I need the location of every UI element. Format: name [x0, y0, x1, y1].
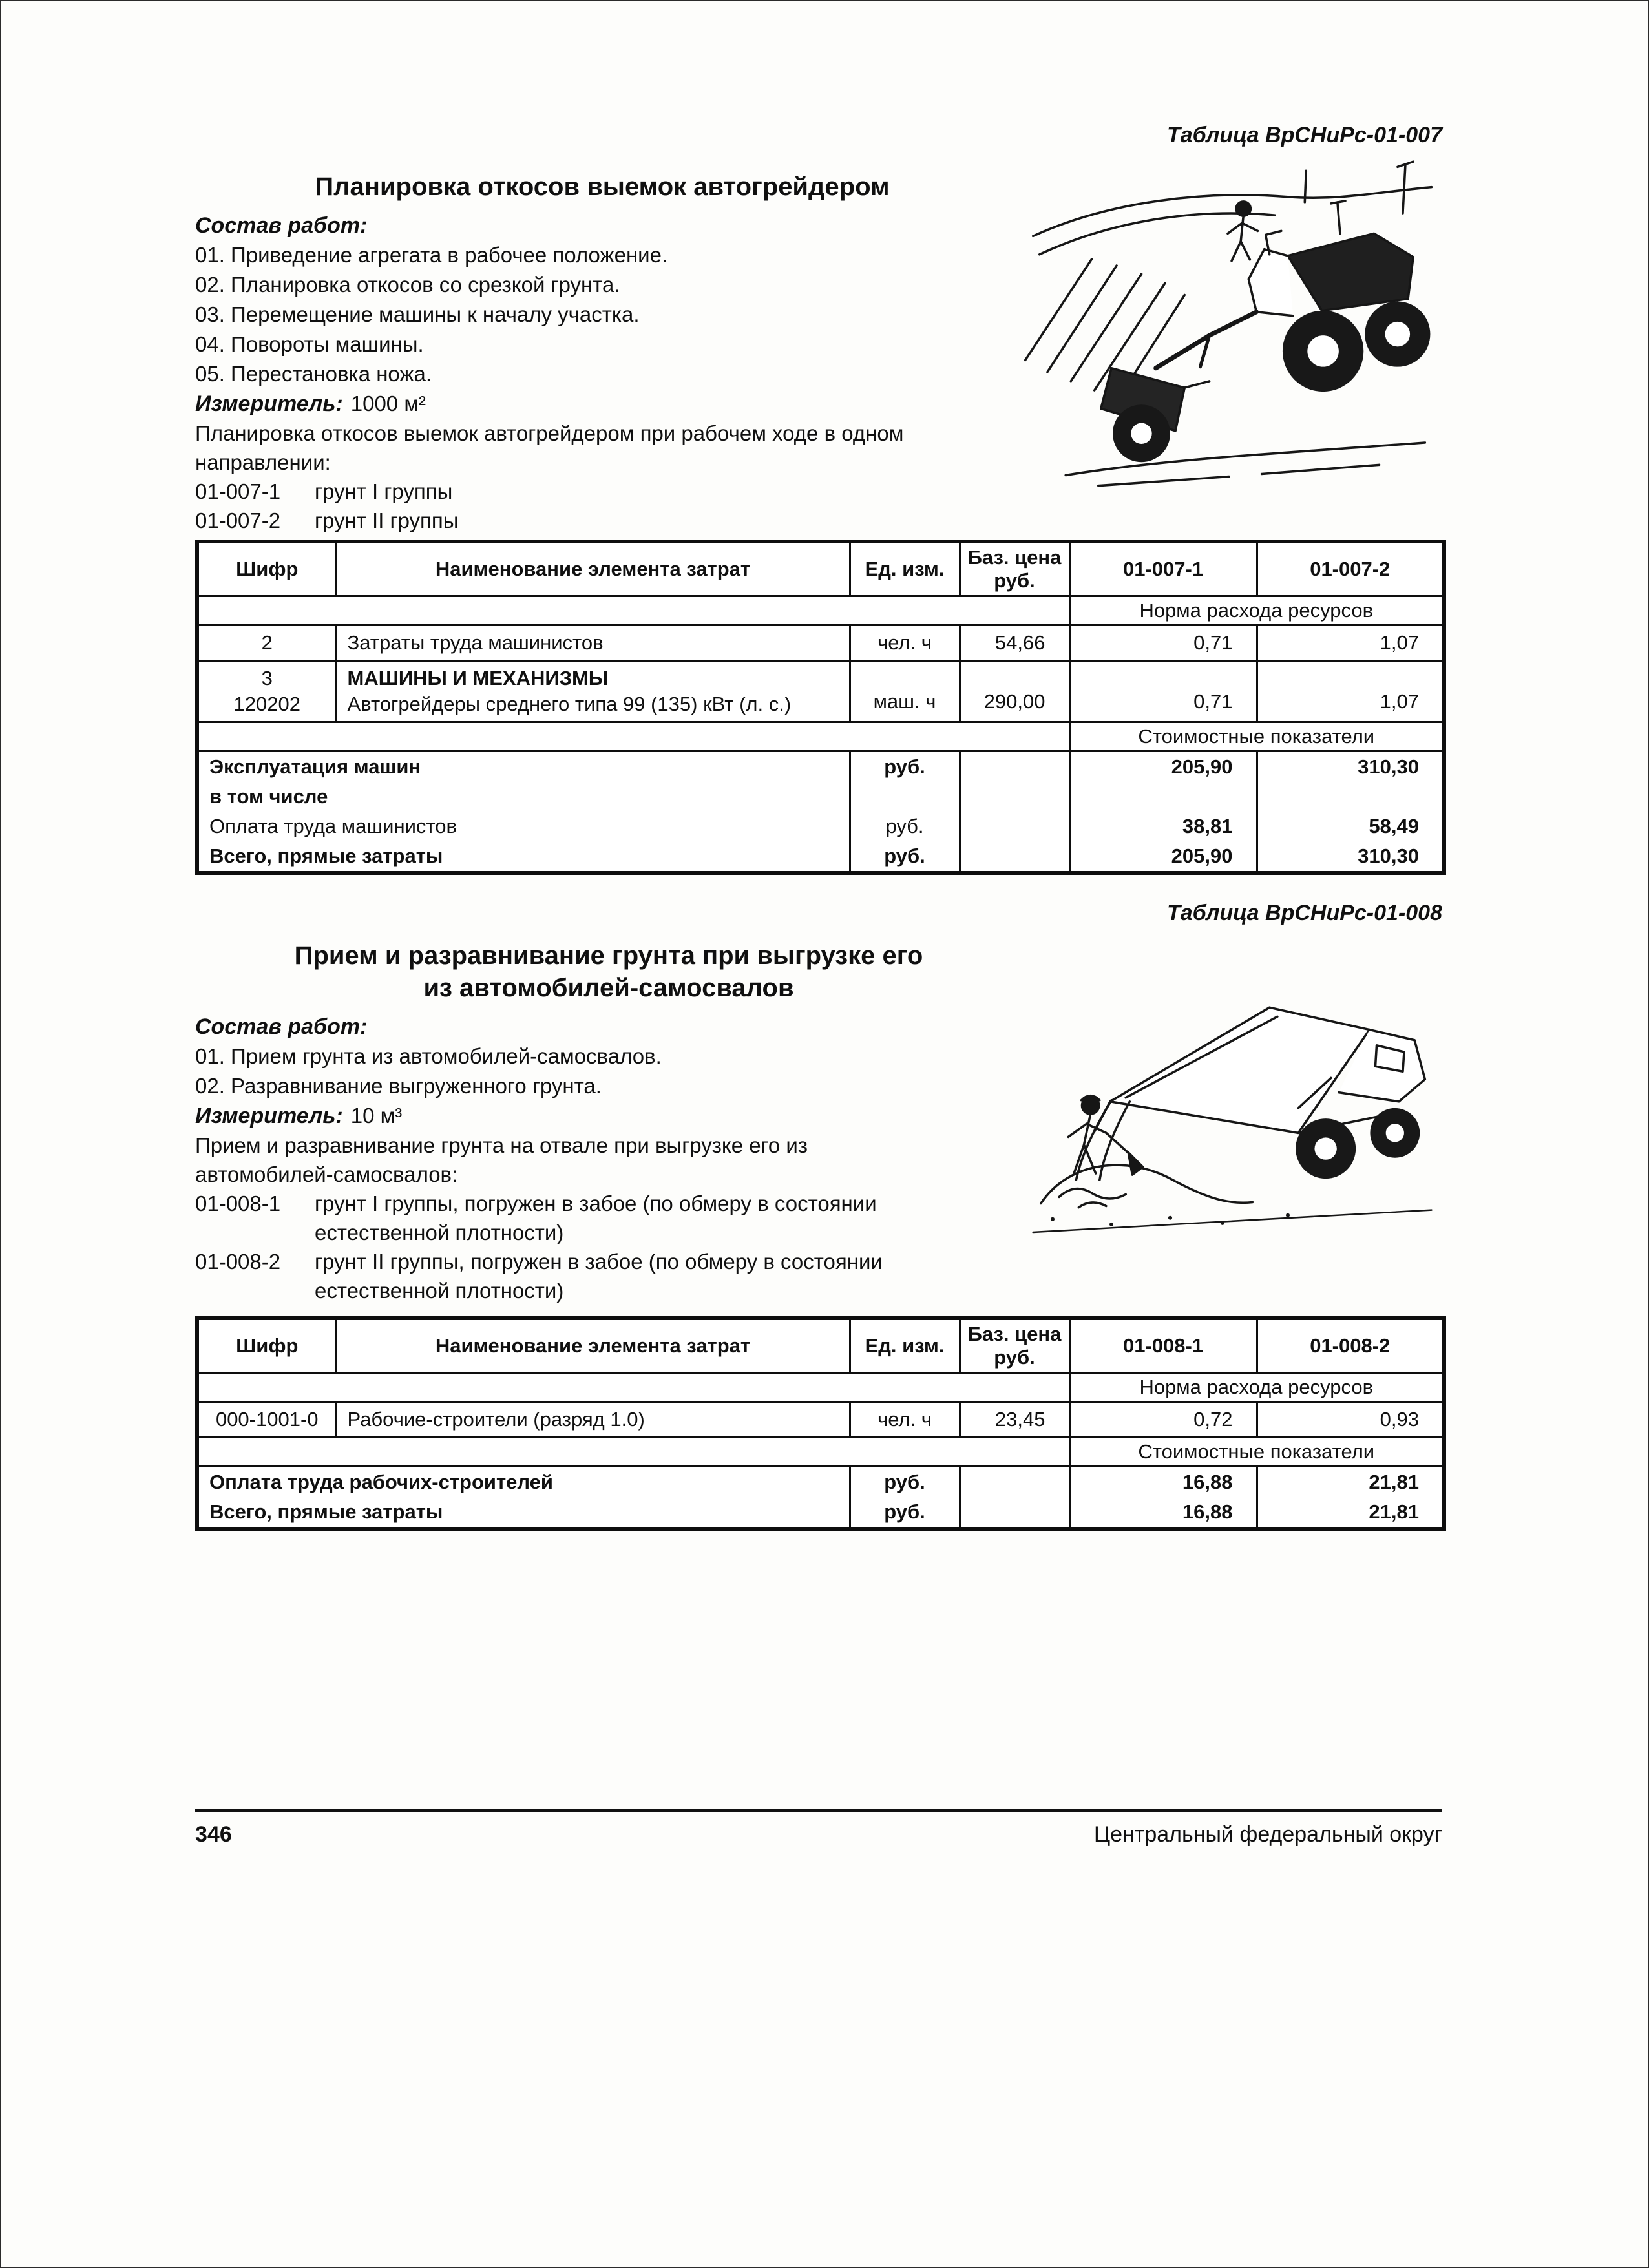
work-step: 02. Планировка откосов со срезкой грунта. [195, 273, 620, 297]
meter-value: 1000 м² [350, 392, 426, 415]
table-header-row [197, 541, 1444, 596]
resource-group-title: МАШИНЫ И МЕХАНИЗМЫ [347, 667, 609, 689]
variant-code: 01-008-1 [195, 1192, 281, 1215]
price-header-line1: Баз. цена [967, 546, 1062, 569]
table-caption-008: Таблица ВрСНиРс-01-008 [1166, 901, 1442, 925]
cost-value-2: 310,30 [1257, 841, 1444, 873]
variant-row [195, 1247, 1022, 1305]
resource-value-1: 0,71 [1069, 625, 1257, 661]
resource-name: Затраты труда машинистов [336, 625, 850, 661]
resource-row [197, 1402, 1444, 1438]
resource-value-2: 1,07 [1257, 625, 1444, 661]
section-008-title [195, 940, 1022, 1004]
variant-row [195, 506, 1009, 535]
cost-value-1 [1069, 782, 1257, 812]
cost-value-2: 21,81 [1257, 1497, 1444, 1529]
empty-band-cell [197, 722, 1069, 751]
col-header-variant-1: 01-008-1 [1069, 1318, 1257, 1373]
meter-label: Измеритель: [195, 392, 343, 416]
section-008 [195, 940, 1022, 1305]
cost-row-total [197, 1497, 1444, 1529]
resource-code-line1: 3 [261, 667, 273, 689]
section-007-title: Планировка откосов выемок автогрейдером [315, 173, 890, 201]
col-header-unit: Ед. изм. [850, 1318, 960, 1373]
empty-cell [960, 812, 1069, 841]
works-label: Состав работ: [195, 1014, 368, 1039]
resource-code-line2: 120202 [233, 693, 300, 715]
cost-value-1: 16,88 [1069, 1497, 1257, 1529]
work-step: 05. Перестановка ножа. [195, 362, 432, 386]
col-header-code: Шифр [197, 541, 336, 596]
cost-value-2 [1257, 782, 1444, 812]
resource-name: Рабочие-строители (разряд 1.0) [336, 1402, 850, 1438]
footer-region-label: Центральный федеральный округ [1093, 1822, 1442, 1847]
work-step: 01. Приведение агрегата в рабочее положение. [195, 243, 668, 267]
resource-code: 2 [197, 625, 336, 661]
meter-line [195, 1101, 1022, 1131]
col-header-name: Наименование элемента затрат [336, 541, 850, 596]
variant-code: 01-007-1 [195, 479, 281, 503]
table-header-row [197, 1318, 1444, 1373]
resource-value-1: 0,72 [1069, 1402, 1257, 1438]
resource-price: 54,66 [960, 625, 1069, 661]
resource-code [197, 661, 336, 722]
empty-cell [960, 1497, 1069, 1529]
variant-description: грунт I группы, погружен в забое (по обмеру в состоянии естественной плотности) [315, 1192, 877, 1244]
empty-band-cell [197, 1438, 1069, 1467]
grader-illustration [1013, 151, 1445, 504]
cost-name: в том числе [197, 782, 850, 812]
cost-unit [850, 782, 960, 812]
col-header-variant-2: 01-008-2 [1257, 1318, 1444, 1373]
meter-label: Измеритель: [195, 1104, 343, 1128]
section-008-title-line2: из автомобилей-самосвалов [423, 974, 794, 1002]
cost-row [197, 1467, 1444, 1498]
norm-section-label: Норма расхода ресурсов [1069, 596, 1444, 625]
cost-row-total [197, 841, 1444, 873]
variant-description: грунт I группы [315, 479, 453, 503]
cost-value-2: 310,30 [1257, 751, 1444, 782]
col-header-code: Шифр [197, 1318, 336, 1373]
resource-row [197, 661, 1444, 722]
col-header-variant-2: 01-007-2 [1257, 541, 1444, 596]
resource-value-2: 1,07 [1257, 661, 1444, 722]
cost-row [197, 782, 1444, 812]
section-008-description: Прием и разравнивание грунта на отвале при выгрузке его из автомобилей-самосвалов: [195, 1133, 808, 1186]
cost-name: Всего, прямые затраты [197, 841, 850, 873]
meter-line [195, 389, 1009, 419]
norm-section-row [197, 1373, 1444, 1402]
col-header-unit: Ед. изм. [850, 541, 960, 596]
work-step: 04. Повороты машины. [195, 332, 424, 356]
cost-name: Оплата труда рабочих-строителей [197, 1467, 850, 1498]
cost-value-2: 21,81 [1257, 1467, 1444, 1498]
section-008-title-line1: Прием и разравнивание грунта при выгрузке его [294, 941, 923, 970]
empty-band-cell [197, 1373, 1069, 1402]
variant-code: 01-008-2 [195, 1250, 281, 1274]
cost-value-1: 16,88 [1069, 1467, 1257, 1498]
cost-unit: руб. [850, 812, 960, 841]
variant-code: 01-007-2 [195, 509, 281, 532]
resource-code: 000-1001-0 [197, 1402, 336, 1438]
cost-section-row [197, 722, 1444, 751]
cost-value-1: 205,90 [1069, 751, 1257, 782]
cost-row [197, 812, 1444, 841]
resource-price: 290,00 [960, 661, 1069, 722]
resource-value-1: 0,71 [1069, 661, 1257, 722]
cost-section-label: Стоимостные показатели [1069, 1438, 1444, 1467]
resource-name [336, 661, 850, 722]
variant-description: грунт II группы, погружен в забое (по обмеру в состоянии естественной плотности) [315, 1250, 883, 1303]
empty-cell [960, 751, 1069, 782]
resource-price: 23,45 [960, 1402, 1069, 1438]
cost-section-row [197, 1438, 1444, 1467]
resource-value-2: 0,93 [1257, 1402, 1444, 1438]
cost-name: Эксплуатация машин [197, 751, 850, 782]
work-step: 03. Перемещение машины к началу участка. [195, 302, 640, 326]
variant-row [195, 477, 1009, 506]
norm-section-row [197, 596, 1444, 625]
price-header-line2: руб. [994, 569, 1035, 592]
resource-item-name: Автогрейдеры среднего типа 99 (135) кВт (л. с.) [347, 693, 792, 715]
price-header-line2: руб. [994, 1346, 1035, 1369]
cost-value-1: 38,81 [1069, 812, 1257, 841]
section-007 [195, 171, 1009, 535]
work-step: 01. Прием грунта из автомобилей-самосвалов. [195, 1044, 662, 1068]
resource-unit: чел. ч [850, 1402, 960, 1438]
table-caption-007: Таблица ВрСНиРс-01-007 [1166, 123, 1442, 147]
resource-row [197, 625, 1444, 661]
cost-unit: руб. [850, 841, 960, 873]
empty-cell [960, 1467, 1069, 1498]
col-header-price [960, 1318, 1069, 1373]
section-007-description: Планировка откосов выемок автогрейдером при рабочем ходе в одном направлении: [195, 421, 904, 474]
cost-row [197, 751, 1444, 782]
empty-cell [960, 782, 1069, 812]
work-step: 02. Разравнивание выгруженного грунта. [195, 1074, 602, 1098]
cost-unit: руб. [850, 1467, 960, 1498]
resource-unit: чел. ч [850, 625, 960, 661]
cost-value-2: 58,49 [1257, 812, 1444, 841]
col-header-name: Наименование элемента затрат [336, 1318, 850, 1373]
empty-cell [960, 841, 1069, 873]
works-label: Состав работ: [195, 213, 368, 238]
variant-row [195, 1189, 1022, 1247]
resource-unit: маш. ч [850, 661, 960, 722]
norm-table-007 [195, 540, 1446, 875]
empty-band-cell [197, 596, 1069, 625]
page-number: 346 [195, 1822, 232, 1847]
cost-section-label: Стоимостные показатели [1069, 722, 1444, 751]
cost-value-1: 205,90 [1069, 841, 1257, 873]
cost-name: Всего, прямые затраты [197, 1497, 850, 1529]
meter-value: 10 м³ [350, 1104, 403, 1128]
norm-table-008 [195, 1316, 1446, 1531]
dump-truck-illustration [1013, 937, 1445, 1290]
price-header-line1: Баз. цена [967, 1323, 1062, 1345]
page-footer [195, 1809, 1442, 1847]
variant-description: грунт II группы [315, 509, 459, 532]
cost-name: Оплата труда машинистов [197, 812, 850, 841]
col-header-price [960, 541, 1069, 596]
norm-section-label: Норма расхода ресурсов [1069, 1373, 1444, 1402]
cost-unit: руб. [850, 1497, 960, 1529]
cost-unit: руб. [850, 751, 960, 782]
col-header-variant-1: 01-007-1 [1069, 541, 1257, 596]
